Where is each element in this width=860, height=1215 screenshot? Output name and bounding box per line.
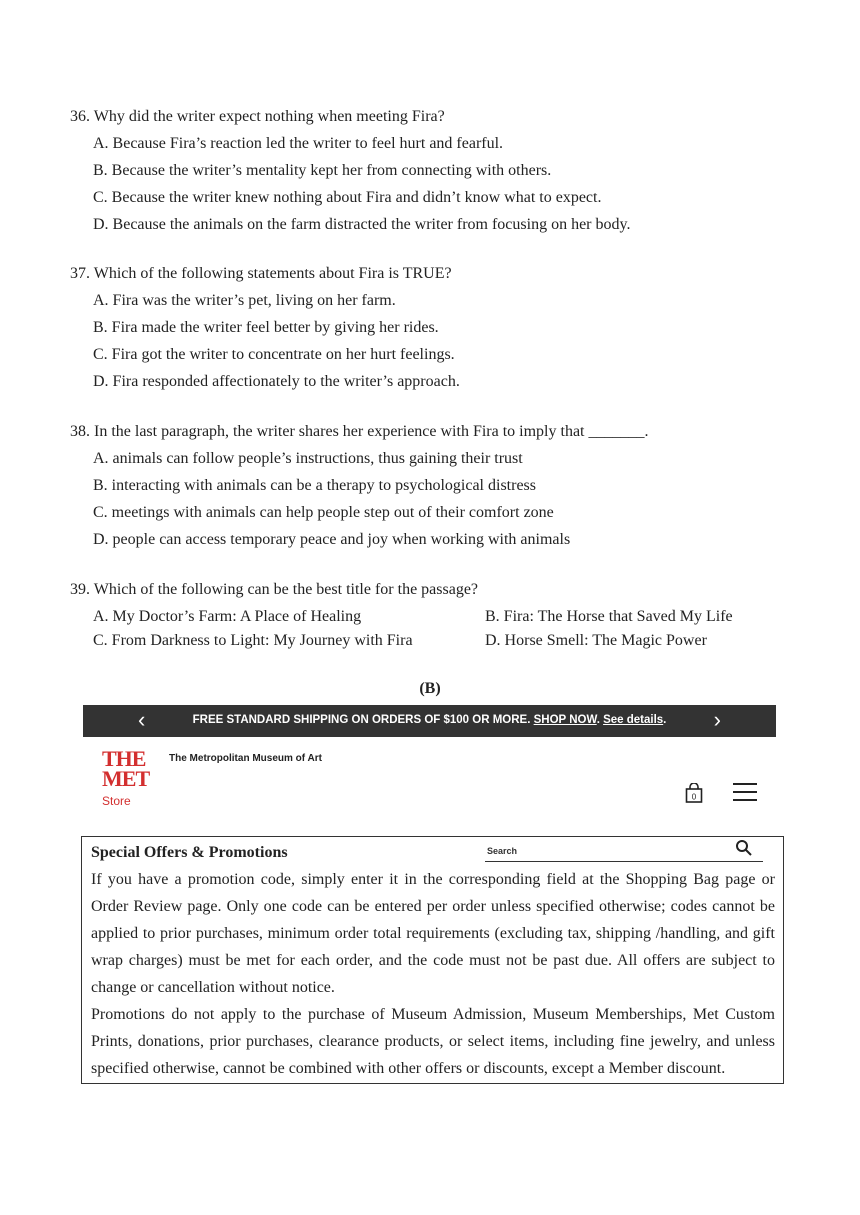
banner-separator: . <box>596 714 604 726</box>
hamburger-menu-icon[interactable] <box>733 783 757 807</box>
option-d: D. people can access temporary peace and joy when working with animals <box>93 531 571 548</box>
logo-line-2: MET <box>102 766 150 791</box>
banner-text: FREE STANDARD SHIPPING ON ORDERS OF $100 OR MORE. <box>192 714 534 726</box>
logo-line-3: Store <box>102 794 131 808</box>
chevron-right-icon[interactable]: › <box>713 707 721 732</box>
option-b: B. Because the writer’s mentality kept her from connecting with others. <box>93 162 552 179</box>
option-b: B. Fira made the writer feel better by giving her rides. <box>93 319 439 336</box>
option-b: B. interacting with animals can be a therapy to psychological distress <box>93 477 536 494</box>
logo-line-1: THE <box>102 746 146 771</box>
option-a: A. My Doctor’s Farm: A Place of Healing <box>93 608 362 625</box>
question-36 <box>70 103 630 238</box>
option-c: C. From Darkness to Light: My Journey with Fira <box>93 632 413 649</box>
shipping-banner <box>83 705 776 737</box>
option-d: D. Horse Smell: The Magic Power <box>485 632 707 649</box>
option-c: C. meetings with animals can help people step out of their comfort zone <box>93 504 554 521</box>
option-b: B. Fira: The Horse that Saved My Life <box>485 608 733 625</box>
option-c: C. Fira got the writer to concentrate on her hurt feelings. <box>93 346 455 363</box>
see-details-link[interactable]: See details <box>603 714 664 726</box>
options-row-2 <box>70 627 790 651</box>
question-38 <box>70 418 649 553</box>
question-stem: 37. Which of the following statements about Fira is TRUE? <box>70 265 452 282</box>
banner-message <box>83 714 776 726</box>
met-store-logo[interactable] <box>102 746 150 811</box>
question-stem: 39. Which of the following can be the best title for the passage? <box>70 581 479 598</box>
question-37 <box>70 260 460 395</box>
option-a: A. Because Fira’s reaction led the writer to feel hurt and fearful. <box>93 135 504 152</box>
shop-now-link[interactable]: SHOP NOW <box>533 714 597 726</box>
chevron-left-icon[interactable]: ‹ <box>138 707 146 732</box>
bag-count: 0 <box>691 792 697 802</box>
museum-name: The Metropolitan Museum of Art <box>169 753 322 764</box>
options-row-1 <box>70 603 790 627</box>
notice-paragraph-2: Promotions do not apply to the purchase of Museum Admission, Museum Memberships, Met Custom Prints, donations, prior purchases, clearance products, or select items, including fine jewelry, and unless specified otherwise, cannot be combined with other offers or discounts, except a Member discount. <box>91 1006 775 1077</box>
shopping-bag-icon[interactable] <box>685 783 703 808</box>
banner-end: . <box>663 714 667 726</box>
option-a: A. animals can follow people’s instructions, thus gaining their trust <box>93 450 523 467</box>
option-c: C. Because the writer knew nothing about Fira and didn’t know what to expect. <box>93 189 602 206</box>
option-a: A. Fira was the writer’s pet, living on her farm. <box>93 292 396 309</box>
question-stem: 38. In the last paragraph, the writer shares her experience with Fira to imply that _______. <box>70 423 649 440</box>
special-offers-box <box>81 836 784 1084</box>
notice-heading: Special Offers & Promotions <box>91 844 288 861</box>
notice-paragraph-1: If you have a promotion code, simply enter it in the corresponding field at the Shopping Bag page or Order Review page. Only one code can be entered per order unless specified otherwise; codes cannot be applied to prior purchases, minimum order total requirements (excluding tax, shipping /handling, and gift wrap charges) must be met for each order, and the code must not be past due. All offers are subject to change or cancellation without notice. <box>91 871 775 996</box>
section-label: (B) <box>419 680 441 697</box>
option-d: D. Fira responded affectionately to the writer’s approach. <box>93 373 460 390</box>
question-stem: 36. Why did the writer expect nothing when meeting Fira? <box>70 108 445 125</box>
search-placeholder: Search <box>487 846 518 856</box>
option-d: D. Because the animals on the farm distracted the writer from focusing on her body. <box>93 216 631 233</box>
question-39 <box>70 576 790 651</box>
